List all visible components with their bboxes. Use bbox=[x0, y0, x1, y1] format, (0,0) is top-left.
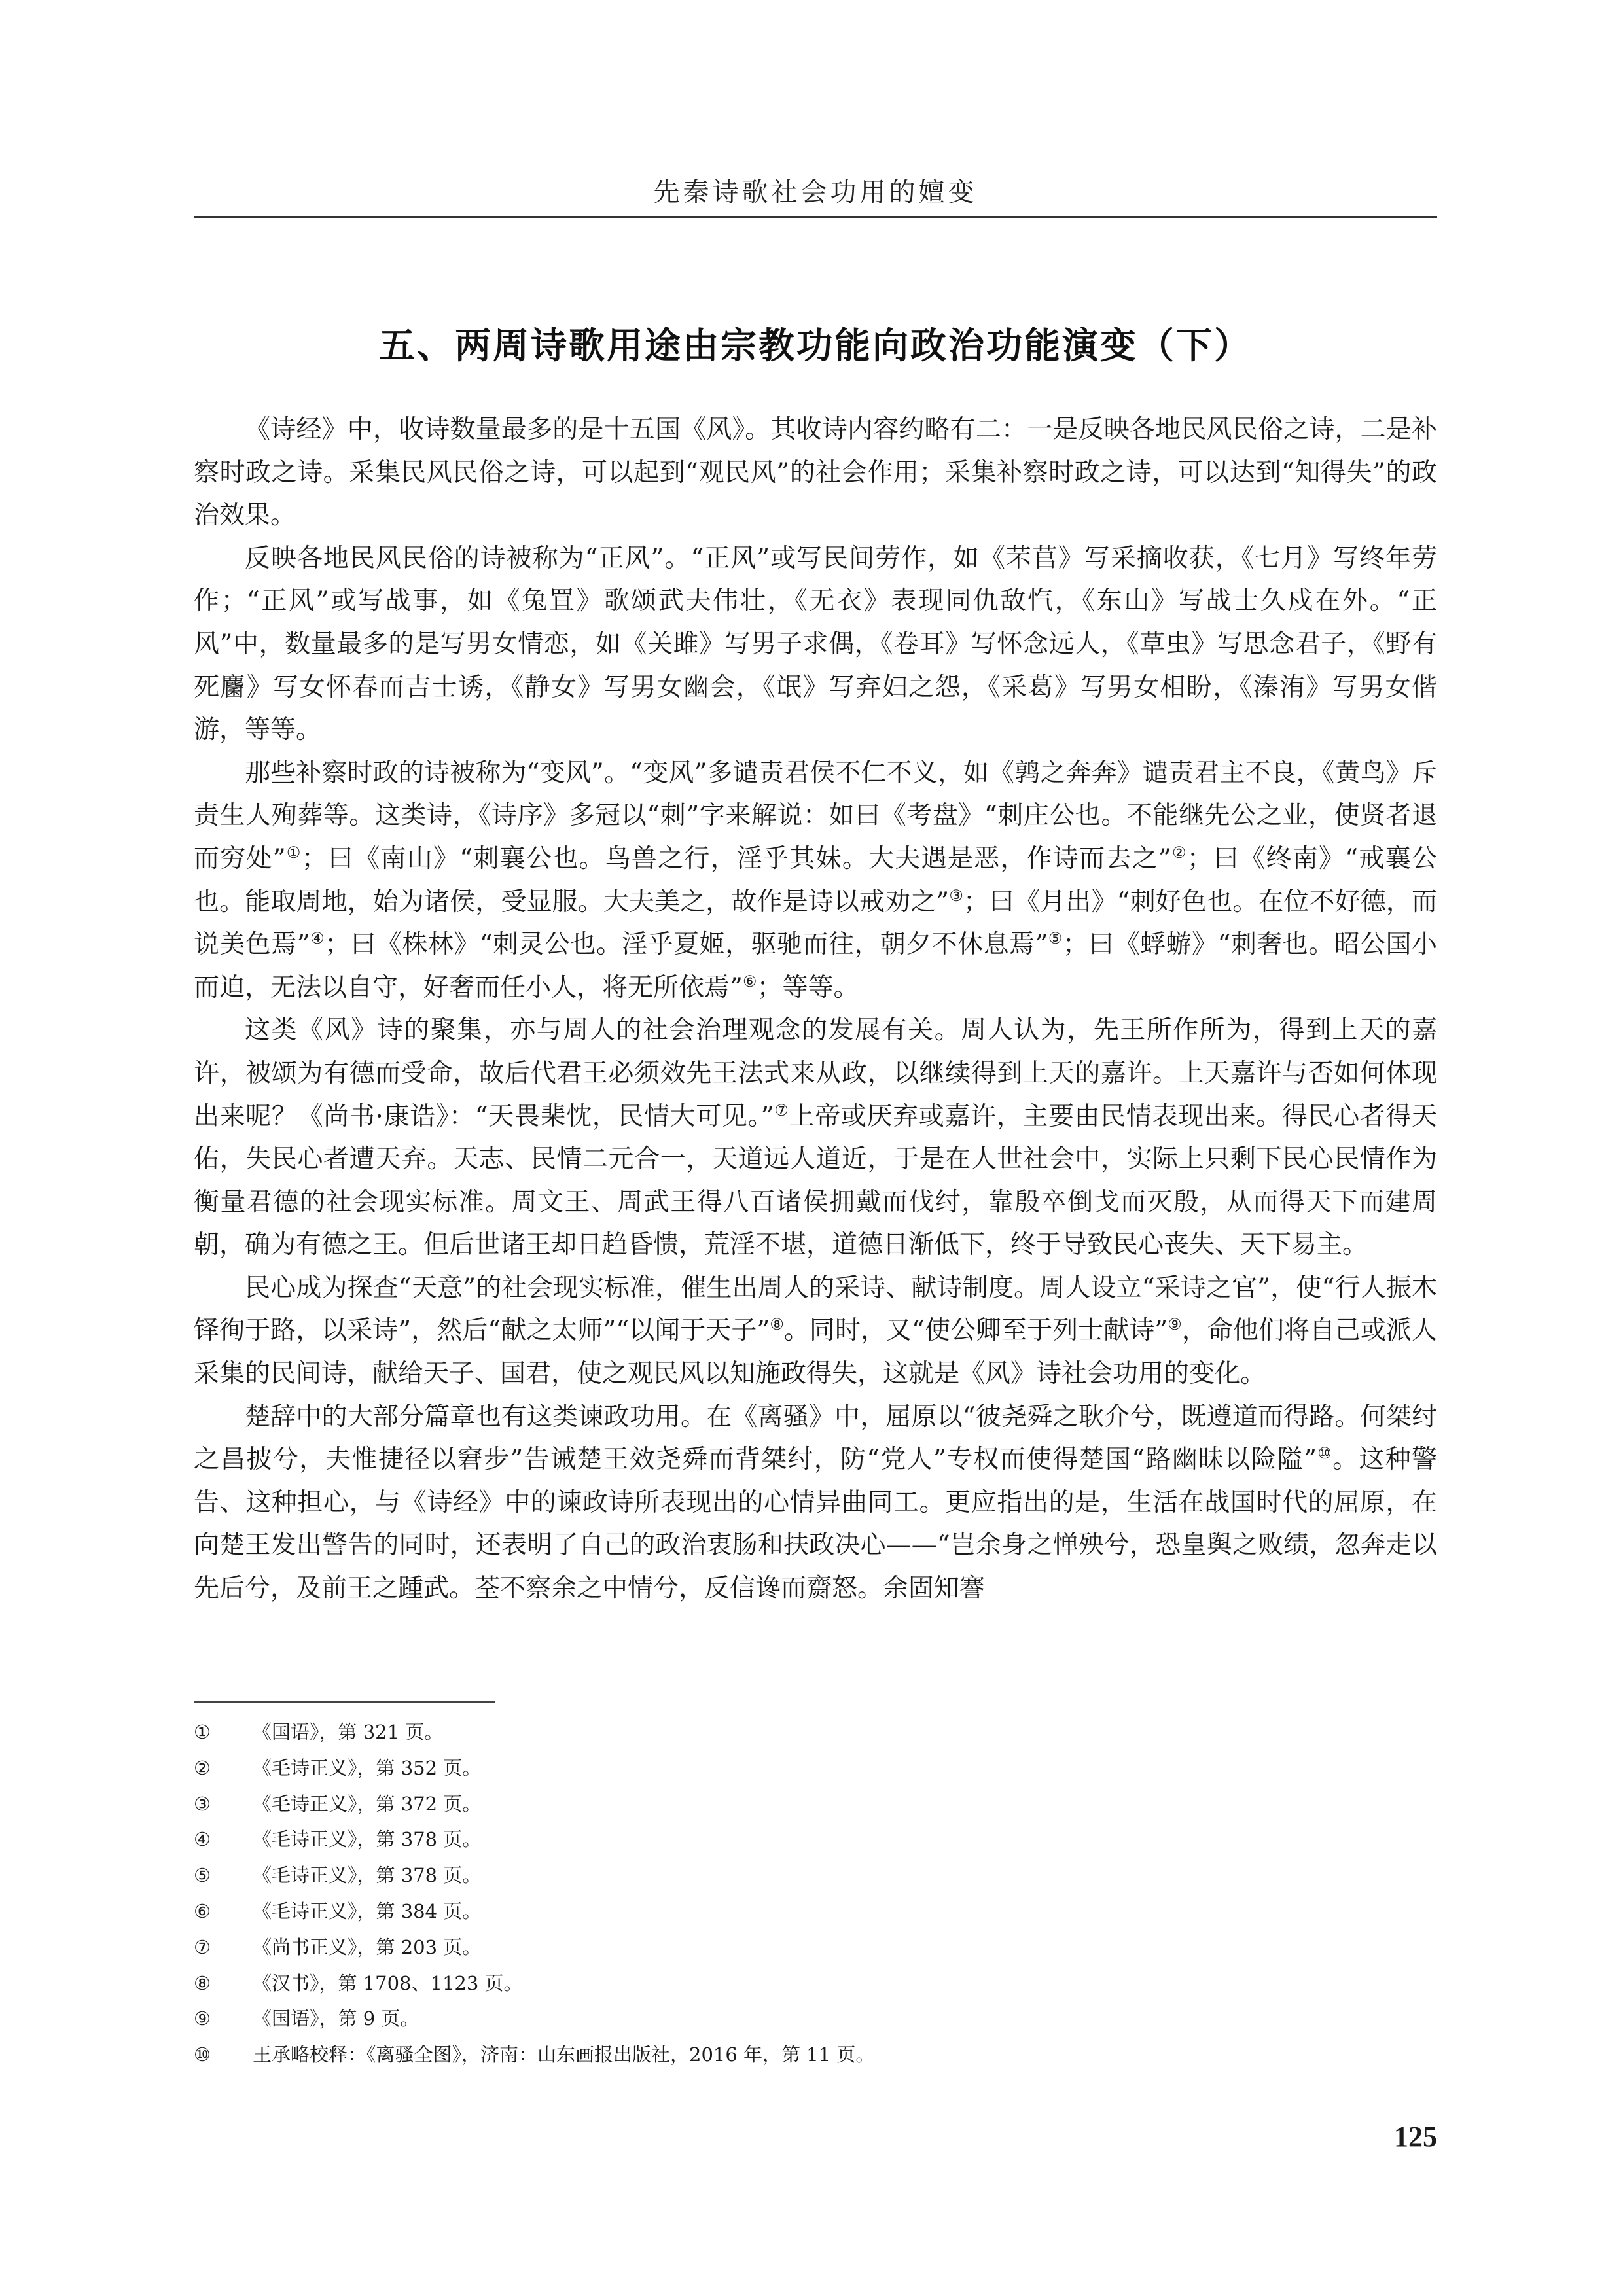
footnote-mark: ⑦ bbox=[194, 1935, 211, 1958]
text-run: 那些补察时政的诗被称为“变风”。“变风”多谴责君侯不仁不义，如《鹑之奔奔》谴责君主不良，《黄鸟》斥责生人殉葬等。这类诗，《诗序》多冠以“刺”字来解说：如曰《考盘》“刺庄公也。不能继先公之业，使贤者退而穷处” bbox=[194, 758, 1437, 874]
text-run: ；曰《蜉蝣》“刺奢也。昭公国小而迫，无法以自守，好奢而任小人，将无所依焉” bbox=[194, 930, 1437, 1002]
text-run: ；曰《月出》“刺好色也。在位不好德，而说美色焉” bbox=[194, 887, 1437, 960]
text-run: 上帝或厌弃或嘉许，主要由民情表现出来。得民心者得天佑，失民心者遭天弃。天志、民情二元合一，天道远人道近，于是在人世社会中，实际上只剩下民心民情作为衡量君德的社会现实标准。周文王、周武王得八百诸侯拥戴而伐纣，靠殷卒倒戈而灭殷，从而得天下而建周朝，确为有德之王。但后世诸王却日趋昏愦，荒淫不堪，道德日渐低下，终于导致民心丧失、天下易主。 bbox=[194, 1101, 1437, 1260]
footnote-ref-8[interactable]: ⑧ bbox=[770, 1315, 784, 1334]
header-divider bbox=[194, 216, 1437, 218]
footnote-item bbox=[194, 1714, 1437, 1750]
footnote-text: 《毛诗正义》，第 378 页。 bbox=[253, 1828, 482, 1851]
text-run: ；曰《株林》“刺灵公也。淫乎夏姬，驱驰而往，朝夕不休息焉” bbox=[325, 930, 1048, 960]
footnote-mark: ④ bbox=[194, 1828, 211, 1851]
section-title: 五、两周诗歌用途由宗教功能向政治功能演变（下） bbox=[378, 324, 1252, 366]
text-run: ；曰《南山》“刺襄公也。鸟兽之行，淫乎其妹。大夫遇是恶，作诗而去之” bbox=[301, 843, 1171, 874]
footnote-ref-10[interactable]: ⑩ bbox=[1317, 1444, 1333, 1463]
paragraph-1: 《诗经》中，收诗数量最多的是十五国《风》。其收诗内容约略有二：一是反映各地民风民俗之诗，二是补察时政之诗。采集民风民俗之诗，可以起到“观民风”的社会作用；采集补察时政之诗，可以达到“知得失”的政治效果。 bbox=[194, 415, 1437, 531]
footnote-item bbox=[194, 1822, 1437, 1858]
footnote-ref-7[interactable]: ⑦ bbox=[774, 1101, 789, 1120]
footnote-ref-1[interactable]: ① bbox=[285, 843, 302, 862]
footnote-ref-4[interactable]: ④ bbox=[310, 929, 325, 948]
footnote-item bbox=[194, 1930, 1437, 1966]
footnote-item bbox=[194, 1966, 1437, 2002]
footnote-mark: ⑧ bbox=[194, 1971, 211, 1994]
text-run: 民心成为探查“天意”的社会现实标准，催生出周人的采诗、献诗制度。周人设立“采诗之官”，使“行人振木铎徇于路，以采诗”，然后“献之太师”“以闻于天子” bbox=[194, 1273, 1437, 1346]
footnote-ref-6[interactable]: ⑥ bbox=[742, 972, 757, 991]
footnote-mark: ⑨ bbox=[194, 2007, 211, 2030]
footnote-mark: ⑤ bbox=[194, 1864, 211, 1887]
footnote-list bbox=[194, 1714, 1437, 2073]
footnote-text: 《毛诗正义》，第 378 页。 bbox=[253, 1864, 482, 1887]
footnote-text: 王承略校释：《离骚全图》，济南：山东画报出版社，2016 年，第 11 页。 bbox=[253, 2043, 875, 2066]
text-run: ，命他们将自己或派人采集的民间诗，献给天子、国君，使之观民风以知施政得失，这就是《风》诗社会功用的变化。 bbox=[194, 1316, 1437, 1389]
footnote-item bbox=[194, 1750, 1437, 1786]
footnote-item bbox=[194, 1786, 1437, 1822]
footnote-ref-5[interactable]: ⑤ bbox=[1048, 929, 1063, 948]
running-head: 先秦诗歌社会功用的嬗变 bbox=[653, 177, 978, 207]
paragraph-6 bbox=[194, 1396, 1437, 1610]
text-run: 这类《风》诗的聚集，亦与周人的社会治理观念的发展有关。周人认为，先王所作所为，得到上天的嘉许，被颂为有德而受命，故后代君王必须效先王法式来从政，以继续得到上天的嘉许。上天嘉许与否如何体现出来呢？《尚书·康诰》：“天畏棐忱，民情大可见。” bbox=[194, 1016, 1437, 1131]
footnote-item bbox=[194, 2037, 1437, 2073]
footnote-mark: ① bbox=[194, 1721, 211, 1743]
footnote-item bbox=[194, 2001, 1437, 2037]
footnote-ref-2[interactable]: ② bbox=[1171, 843, 1187, 862]
footnote-ref-9[interactable]: ⑨ bbox=[1168, 1315, 1182, 1334]
footnote-text: 《尚书正义》，第 203 页。 bbox=[253, 1935, 482, 1958]
text-run: 楚辞中的大部分篇章也有这类谏政功用。在《离骚》中，屈原以“彼尧舜之耿介兮，既遵道而得路。何桀纣之昌披兮，夫惟捷径以窘步”告诫楚王效尧舜而背桀纣，防“党人”专权而使得楚国“路幽昧以险隘” bbox=[194, 1402, 1437, 1475]
text-run: 。同时，又“使公卿至于列士献诗” bbox=[783, 1316, 1168, 1346]
paragraph-3 bbox=[194, 752, 1437, 1010]
paragraph-5 bbox=[194, 1267, 1437, 1396]
paragraph-4 bbox=[194, 1009, 1437, 1267]
footnote-mark: ⑥ bbox=[194, 1899, 211, 1922]
footnote-text: 《国语》，第 321 页。 bbox=[253, 1721, 444, 1743]
body-text bbox=[194, 408, 1437, 1610]
footnote-ref-3[interactable]: ③ bbox=[949, 886, 963, 905]
footnote-text: 《国语》，第 9 页。 bbox=[253, 2007, 419, 2030]
text-run: 。这种警告、这种担心，与《诗经》中的谏政诗所表现出的心情异曲同工。更应指出的是，生活在战国时代的屈原，在向楚王发出警告的同时，还表明了自己的政治衷肠和扶政决心——“岂余身之惮殃兮，恐皇舆之败绩，忽奔走以先后兮，及前王之踵武。荃不察余之中情兮，反信谗而齌怒。余固知謇 bbox=[194, 1445, 1437, 1604]
footnote-text: 《毛诗正义》，第 352 页。 bbox=[253, 1756, 482, 1779]
footnote-item bbox=[194, 1858, 1437, 1894]
text-run: ；曰《终南》“戒襄公也。能取周地，始为诸侯，受显服。大夫美之，故作是诗以戒劝之” bbox=[194, 843, 1437, 917]
footnote-divider bbox=[194, 1701, 495, 1703]
footnote-text: 《毛诗正义》，第 384 页。 bbox=[253, 1899, 482, 1922]
footnote-mark: ③ bbox=[194, 1792, 211, 1815]
text-run: ；等等。 bbox=[757, 972, 859, 1002]
footnote-text: 《毛诗正义》，第 372 页。 bbox=[253, 1792, 482, 1815]
paragraph-2: 反映各地民风民俗的诗被称为“正风”。“正风”或写民间劳作，如《芣苢》写采摘收获，《七月》写终年劳作；“正风”或写战事，如《兔罝》歌颂武夫伟壮，《无衣》表现同仇敌忾，《东山》写战士久戍在外。“正风”中，数量最多的是写男女情恋，如《关雎》写男子求偶，《卷耳》写怀念远人，《草虫》写思念君子，《野有死麕》写女怀春而吉士诱，《静女》写男女幽会，《氓》写弃妇之怨，《采葛》写男女相盼，《溱洧》写男女偕游，等等。 bbox=[194, 543, 1437, 745]
footnote-mark: ② bbox=[194, 1756, 211, 1779]
footnote-mark: ⑩ bbox=[194, 2043, 211, 2066]
page-number: 125 bbox=[1394, 2121, 1437, 2153]
footnote-text: 《汉书》，第 1708、1123 页。 bbox=[253, 1971, 523, 1994]
footnote-item bbox=[194, 1894, 1437, 1930]
